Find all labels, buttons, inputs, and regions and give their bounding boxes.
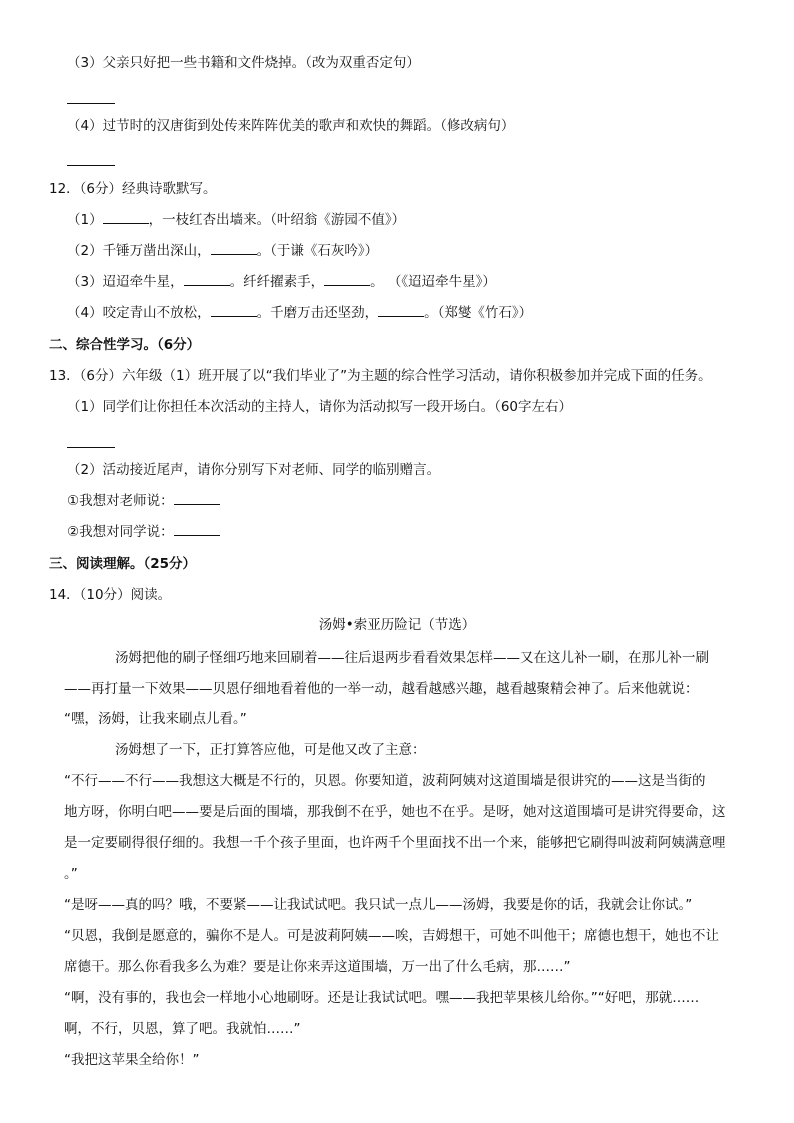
q12-line-1: （1） ，一枝红杏出墙来。（叶绍翁《游园不值》）: [67, 212, 406, 228]
q12-line-3: （3）迢迢牵牛星， 。纤纤擢素手， 。 （《迢迢牵牛星》）: [67, 274, 496, 290]
q13-teacher-message[interactable]: ①我想对老师说：: [67, 491, 220, 511]
passage-title: 汤姆•索亚历险记（节选）: [318, 617, 476, 633]
passage-paragraph-4-line-1: “不行——不行——我想这大概是不行的，贝恩。你要知道，波莉阿姨对这道围墙是很讲究的——这是当街的: [64, 773, 706, 789]
answer-blank[interactable]: [378, 303, 424, 317]
answer-blank[interactable]: [103, 210, 149, 224]
passage-paragraph-6-line-2: 席德干。那么你看我多么为难？要是让你来弄这道围墙，万一出了什么毛病，那……”: [64, 959, 571, 975]
q11-item3: （3）父亲只好把一些书籍和文件烧掉。（改为双重否定句）: [67, 55, 420, 71]
passage-paragraph-1-line-1: 汤姆把他的刷子怪细巧地来回刷着——往后退两步看看效果怎样——又在这儿补一刷，在那儿补一刷: [115, 650, 709, 666]
q14-header: 14．（10分）阅读。: [49, 587, 172, 603]
q13-sub1: （1）同学们让你担任本次活动的主持人，请你为活动拟写一段开场白。（60字左右）: [67, 399, 573, 415]
answer-blank[interactable]: [324, 272, 370, 286]
section-3-header: 三、阅读理解。（25分）: [49, 556, 197, 572]
q11-item4-answer-blank[interactable]: [67, 152, 115, 172]
q12-line-2: （2）千锤万凿出深山， 。（于谦《石灰吟》）: [67, 243, 379, 259]
q13-sub1-answer-blank[interactable]: [67, 434, 115, 454]
passage-paragraph-1-line-2: ——再打量一下效果——贝恩仔细地看着他的一举一动，越看越感兴趣，越看越聚精会神了。后来他就说：: [64, 681, 699, 697]
q13-header: 13．（6分）六年级（1）班开展了以“我们毕业了”为主题的综合性学习活动，请你积极参加并完成下面的任务。: [49, 368, 712, 384]
q11-item3-answer-blank[interactable]: [67, 90, 115, 110]
q13-sub2: （2）活动接近尾声，请你分别写下对老师、同学的临别赠言。: [67, 462, 441, 478]
q11-item4: （4）过节时的汉唐街到处传来阵阵优美的歌声和欢快的舞蹈。（修改病句）: [67, 118, 515, 134]
section-2-header: 二、综合性学习。（6分）: [49, 337, 201, 353]
passage-paragraph-6-line-1: “贝恩，我倒是愿意的，骗你不是人。可是波莉阿姨——唉，吉姆想干，可她不叫他干；席德也想干，她也不让: [64, 928, 719, 944]
q13-classmate-message[interactable]: ②我想对同学说：: [67, 522, 220, 542]
answer-blank[interactable]: [211, 303, 257, 317]
passage-paragraph-7-line-1: “啊，没有事的，我也会一样地小心地刷呀。还是让我试试吧。嘿——我把苹果核儿给你。”“好吧，那就……: [64, 990, 700, 1006]
passage-paragraph-4-line-3: 是一定要刷得很仔细的。我想一千个孩子里面，也许两千个里面找不出一个来，能够把它刷得叫波莉阿姨满意哩: [64, 835, 726, 851]
passage-paragraph-8: “我把这苹果全给你！”: [64, 1052, 200, 1068]
answer-blank[interactable]: [184, 272, 230, 286]
passage-paragraph-4-line-4: 。”: [64, 866, 78, 882]
passage-paragraph-3: 汤姆想了一下，正打算答应他，可是他又改了主意：: [115, 742, 426, 758]
q12-line-4: （4）咬定青山不放松， 。千磨万击还坚劲， 。（郑燮《竹石》）: [67, 305, 533, 321]
answer-blank[interactable]: [174, 491, 220, 505]
q12-header: 12．（6分）经典诗歌默写。: [49, 181, 217, 197]
passage-paragraph-5: “是呀——真的吗？哦，不要紧——让我试试吧。我只试一点儿——汤姆，我要是你的话，我就会让你试。”: [64, 897, 693, 913]
passage-paragraph-2: “嘿，汤姆，让我来刷点儿看。”: [64, 711, 247, 727]
passage-paragraph-7-line-2: 啊，不行，贝恩，算了吧。我就怕……”: [64, 1021, 301, 1037]
passage-paragraph-4-line-2: 地方呀，你明白吧——要是后面的围墙，那我倒不在乎，她也不在乎。是呀，她对这道围墙可是讲究得要命，这: [64, 804, 726, 820]
answer-blank[interactable]: [211, 241, 257, 255]
answer-blank[interactable]: [174, 522, 220, 536]
